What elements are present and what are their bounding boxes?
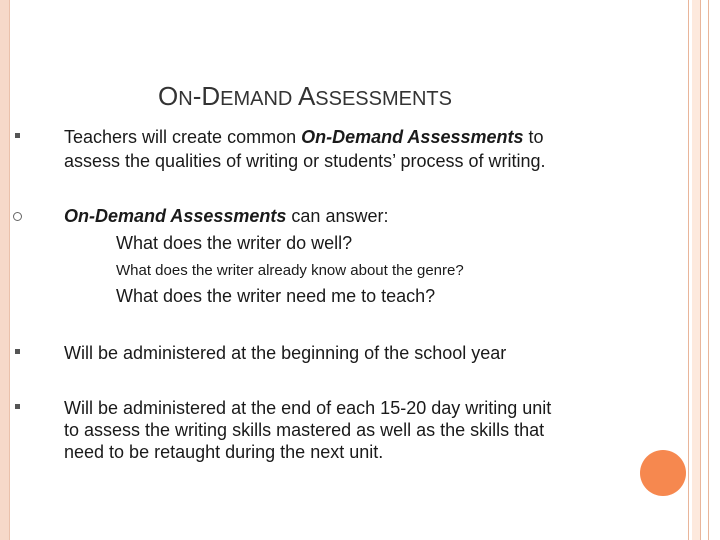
question-1: What does the writer do well? xyxy=(116,233,353,253)
bullet-4-line-1: Will be administered at the end of each 15-20 day writing unit xyxy=(64,398,552,418)
slide-title: ON-DEMAND ASSESSMENTS xyxy=(158,81,452,111)
right-rail-band xyxy=(692,0,700,540)
accent-circle xyxy=(640,450,686,496)
square-bullet-icon xyxy=(15,349,20,354)
question-2: What does the writer already know about the genre? xyxy=(116,262,464,279)
left-frame-band xyxy=(0,0,9,540)
bullet-4-line-2: to assess the writing skills mastered as well as the skills that xyxy=(64,420,545,440)
right-rail-line xyxy=(708,0,709,540)
bullet-2-line-1: On-Demand Assessments can answer: xyxy=(64,206,389,226)
square-bullet-icon xyxy=(15,404,20,409)
square-bullet-icon xyxy=(15,133,20,138)
bullet-1-line-1: Teachers will create common On-Demand Assessments to xyxy=(64,127,544,147)
right-rail-line xyxy=(700,0,701,540)
question-3: What does the writer need me to teach? xyxy=(116,286,436,306)
bullet-1-line-2: assess the qualities of writing or students’ process of writing. xyxy=(64,151,546,171)
left-frame-line xyxy=(9,0,10,540)
bullet-3-text: Will be administered at the beginning of the school year xyxy=(64,343,507,363)
bullet-4-line-3: need to be retaught during the next unit. xyxy=(64,442,384,462)
circle-bullet-icon xyxy=(13,212,22,221)
right-rail-line xyxy=(688,0,689,540)
